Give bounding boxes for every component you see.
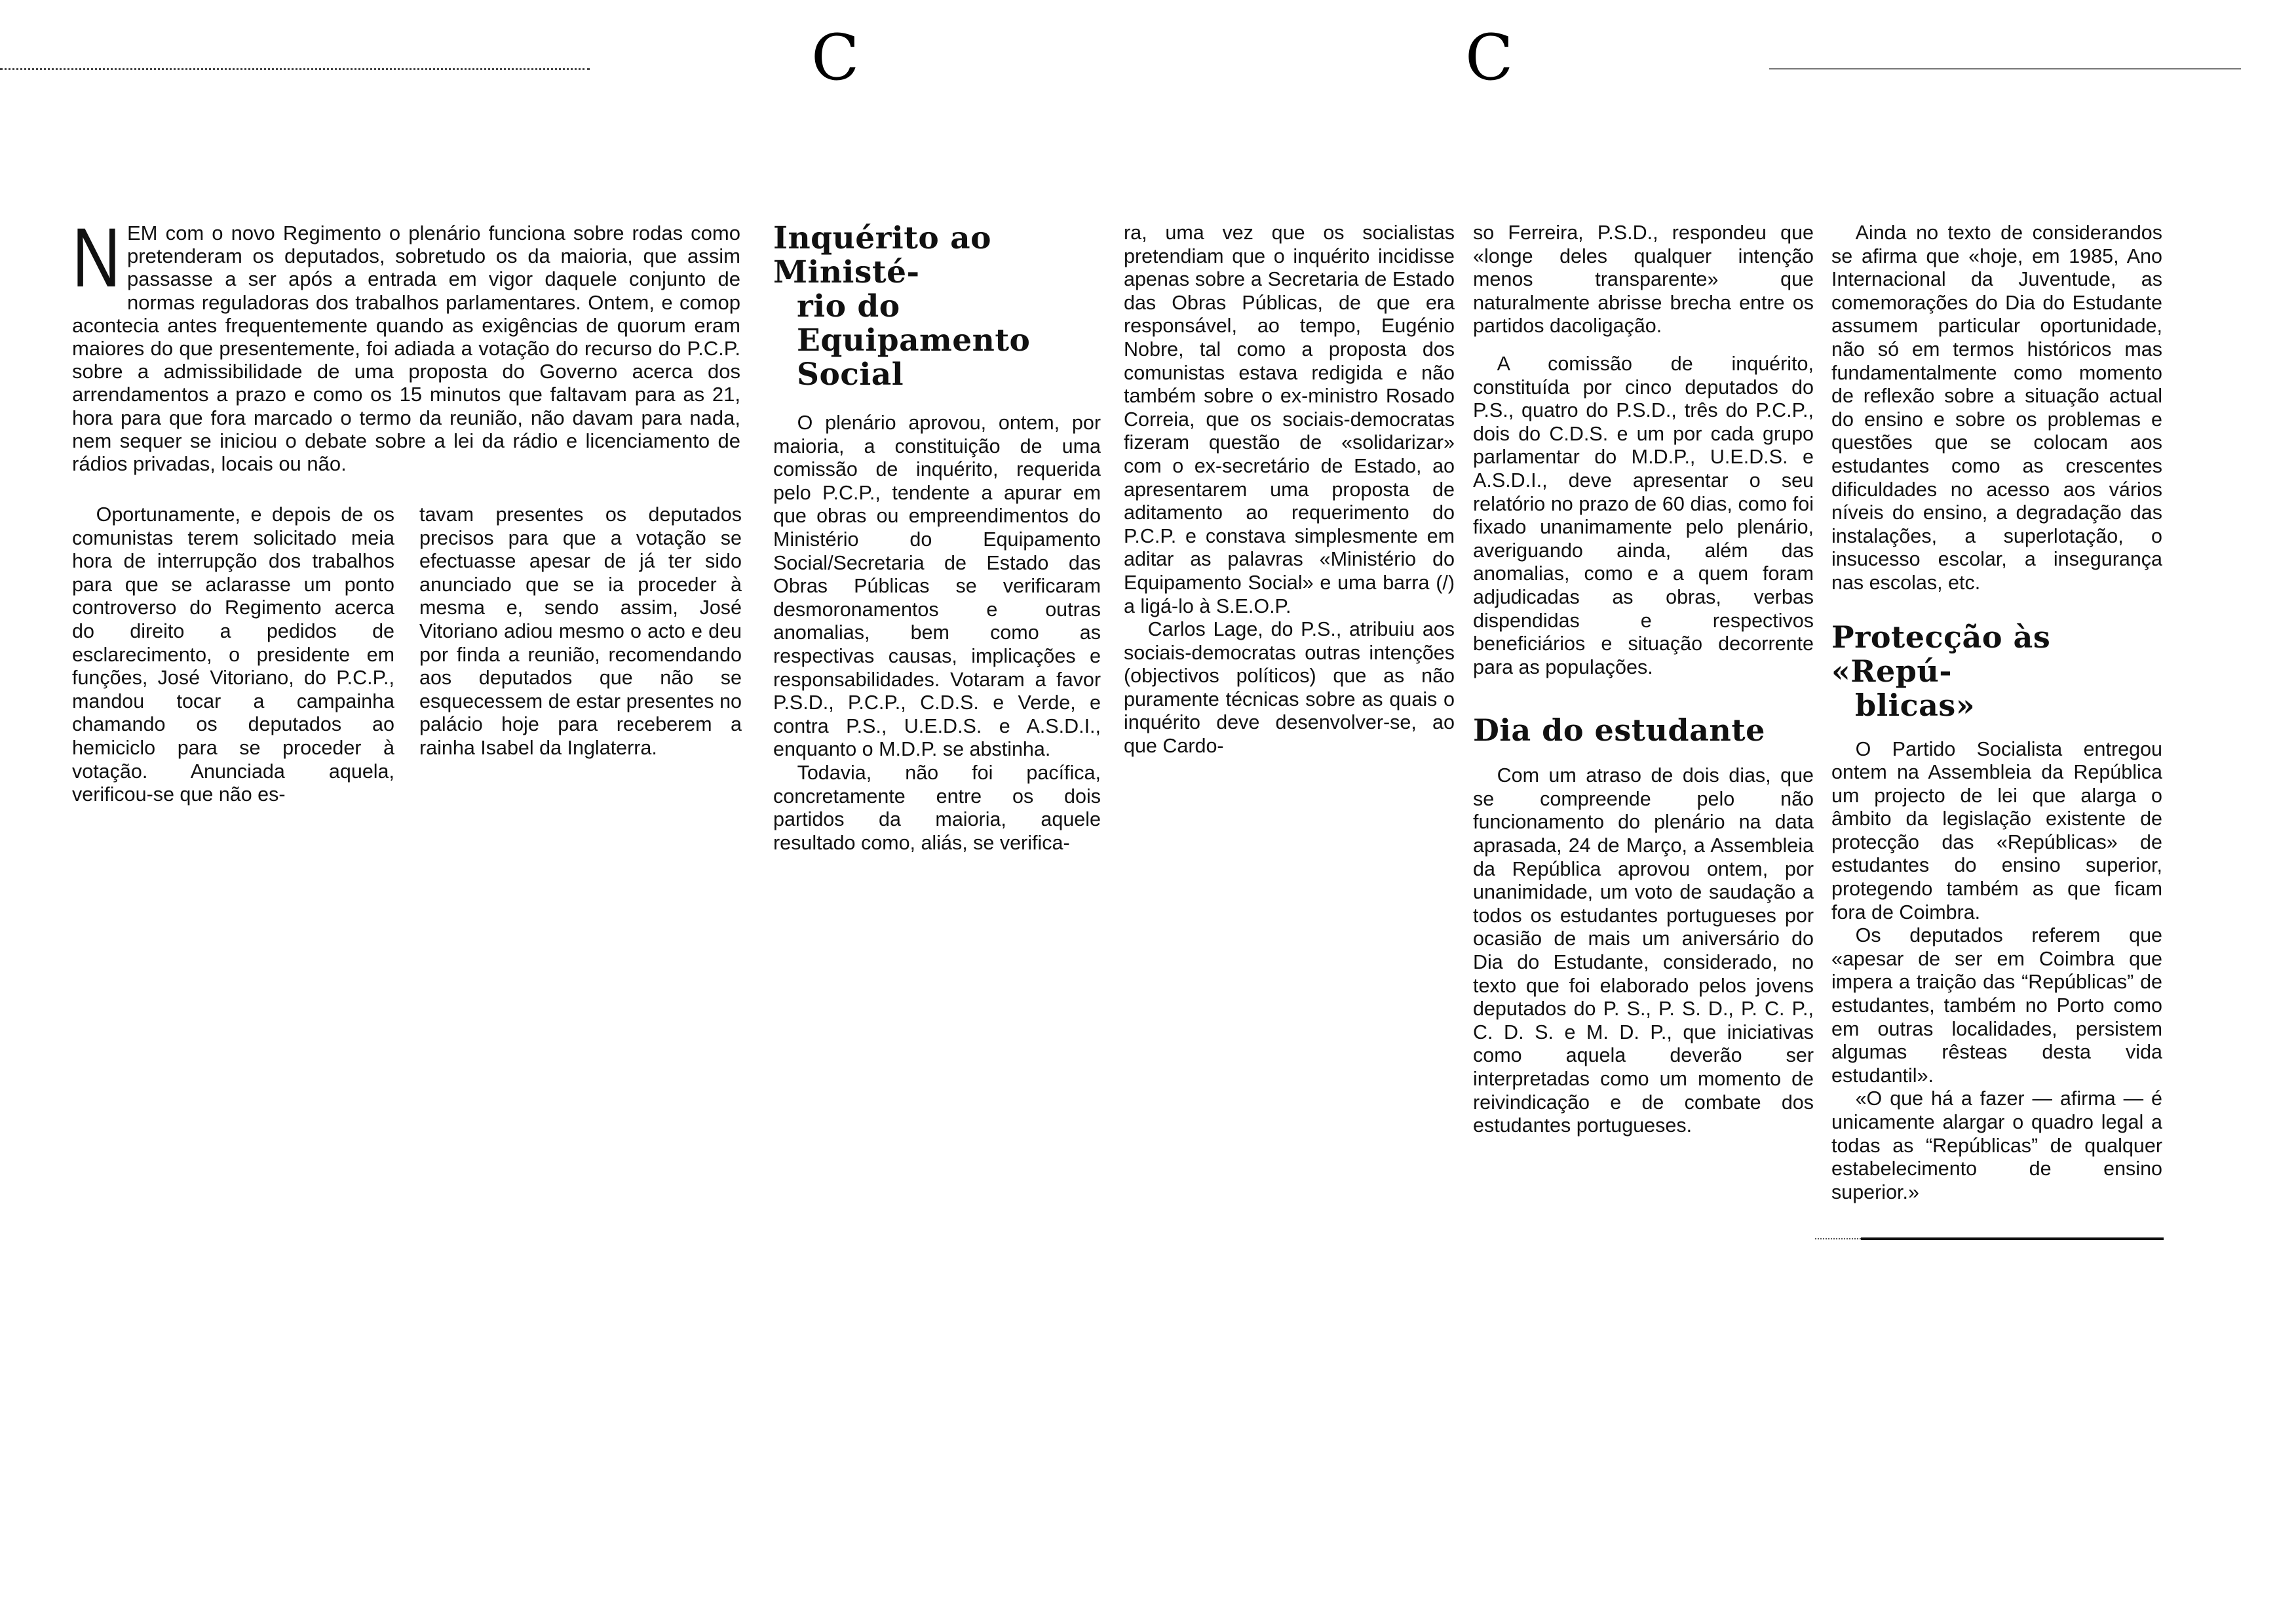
drop-cap: N	[72, 211, 121, 305]
lead-article-column-b	[419, 503, 742, 760]
inquerito-headline-line-3: Social	[797, 357, 904, 393]
inquerito-paragraph-3: ra, uma vez que os socialistas pretendiam que o inquérito incidisse apenas sobre a Secretaria de Estado das Obras Públicas, de que era responsável, ao tempo, Eugénio Nobre, tal como a proposta dos comunistas estava redigida e não também sobre o ex-ministro Rosado Correia, que os sociais-democratas fizeram questão de «solidarizar» com o ex-secretário de Estado, ao apresentarem uma proposta de aditamento ao requerimento do P.C.P. e constava simplesmente em aditar as palavras «Ministério do Equipamento Social» e uma barra (/) a ligá-lo à S.E.O.P.	[1124, 222, 1455, 617]
inquerito-headline-line-2: rio do Equipamento	[797, 288, 1031, 359]
inquerito-paragraph-4: Carlos Lage, do P.S., atribuiu aos sociais-democratas outras intenções (objectivos políticos) que as não puramente técnicas sobre as quais o inquérito deve desenvolver-se, ao que Cardo-	[1124, 618, 1455, 758]
republicas-paragraph-3: «O que há a fazer — afirma — é unicamente alargar o quadro legal a todas as “Repúblicas” de qualquer estabelecimento de ensino superior.»	[1831, 1087, 2162, 1203]
lead-article-intro	[72, 211, 740, 476]
republicas-headline-line-2: blicas»	[1855, 687, 1976, 723]
dia-estudante-paragraph-2: Ainda no texto de considerandos se afirma que «hoje, em 1985, Ano Internacional da Juventude, as comemorações do Dia do Estudante assumem particular oportunidade, não só em termos históricos mas fundamentalmente como momento de reflexão sobre a situação actual do ensino e sobre os problemas e questões que se colocam aos estudantes como as crescentes dificuldades no acesso aos vários níveis do ensino, a degradação das instalações, a superlotação, o insucesso escolar, a insegurança nas escolas, etc.	[1831, 222, 2162, 594]
bottom-end-rule	[1861, 1237, 2164, 1240]
dia-estudante-headline: Dia do estudante	[1473, 712, 1765, 749]
lead-intro-text: EM com o novo Regimento o plenário funciona sobre rodas como pretenderam os deputados, sobretudo os da maioria, que assim passasse a ser após a entrada em vigor daquele conjunto de normas reguladoras dos trabalhos parlamentares. Ontem, e comop acontecia antes frequentemente quando as exigências de quorum eram maiores do que presentemente, foi adiada a votação do recurso do P.C.P. sobre a admissibilidade de uma proposta do Governo acerca dos arrendamentos a prazo e como os 15 minutos que faltavam para as 21, hora para que fora marcado o termo da reunião, não davam para nada, nem sequer se iniciou o debate sobre a lei da rádio e licenciamento de rádios privadas, locais ou não.	[72, 222, 740, 476]
lead-col-a-paragraph: Oportunamente, e depois de os comunistas terem solicitado meia hora de interrupção dos trabalhos para que se aclarasse um ponto controverso do Regimento acerca do direito a pedidos de esclarecimento, o presidente em funções, José Vitoriano, do P.C.P., mandou tocar a campainha chamando os deputados ao hemiciclo para se proceder à votação. Anunciada aquela, verificou-se que não es-	[72, 503, 394, 806]
lead-article-column-a	[72, 503, 394, 807]
republicas-column	[1831, 222, 2162, 1204]
inquerito-paragraph-5: so Ferreira, P.S.D., respondeu que «longe deles qualquer intenção menos transparente» que naturalmente abrisse brecha entre os partidos dacoligação.	[1473, 222, 1814, 338]
inquerito-column-2	[1124, 222, 1455, 758]
republicas-paragraph-2: Os deputados referem que «apesar de ser em Coimbra que impera a traição das “Repúblicas” de estudantes, também no Porto como em outras localidades, persistem algumas rêsteas desta vida estudantil».	[1831, 924, 2162, 1087]
inquerito-headline-line-1: Inquérito ao Ministé-	[773, 220, 991, 290]
inquerito-paragraph-1: O plenário aprovou, ontem, por maioria, a constituição de uma comissão de inquérito, requerida pelo P.C.P., tendente a apurar em que obras ou empreendimentos do Ministério do Equipamento Social/Secretaria de Estado das Obras Públicas se verificaram desmoronamentos e outras anomalias, bem como as respectivas causas, implicações e responsabilidades. Votaram a favor P.S.D., P.C.P., C.D.S. e Verde, e contra P.S., U.E.D.S. e A.S.D.I., enquanto o M.D.P. se abstinha.	[773, 412, 1101, 761]
inquerito-paragraph-2: Todavia, não foi pacífica, concretamente entre os dois partidos da maioria, aquele resultado como, aliás, se verifica-	[773, 761, 1101, 854]
inquerito-headline	[773, 222, 1101, 392]
crop-mark-right: C	[1465, 21, 1514, 94]
crop-mark-left: C	[811, 21, 860, 94]
inquerito-column-1	[773, 222, 1101, 855]
dia-estudante-paragraph-1: Com um atraso de dois dias, que se compreende pelo não funcionamento do plenário na data aprasada, 24 de Março, a Assembleia da República aprovou ontem, por unanimidade, um voto de saudação a todos os estudantes portugueses por ocasião de mais um aniversário do Dia do Estudante, considerado, no texto que foi elaborado pelos jovens deputados do P. S., P. S. D., P. C. P., C. D. S. e M. D. P., que iniciativas como aquela deverão ser interpretadas como um momento de reivindicação e de combate dos estudantes portugueses.	[1473, 764, 1814, 1137]
lead-intro-paragraph	[72, 211, 740, 476]
inquerito-column-3	[1473, 222, 1814, 1138]
bottom-dotted-rule	[1815, 1238, 1861, 1239]
top-left-dotted-rule	[0, 68, 590, 70]
top-right-rule	[1769, 68, 2241, 69]
republicas-headline	[1831, 620, 2162, 722]
republicas-paragraph-1: O Partido Socialista entregou ontem na Assembleia da República um projecto de lei que alarga o âmbito da legislação existente de protecção das «Repúblicas» de estudantes do ensino superior, protegendo também as que ficam fora de Coimbra.	[1831, 737, 2162, 924]
lead-col-b-paragraph: tavam presentes os deputados precisos para que a votação se efectuasse apesar de já ter sido anunciado que se ia proceder à mesma e, sendo assim, José Vitoriano adiou mesmo o acto e deu por finda a reunião, recomendando aos deputados que não se esquecessem de estar presentes no palácio hoje para receberem a rainha Isabel da Inglaterra.	[419, 503, 742, 759]
inquerito-paragraph-6: A comissão de inquérito, constituída por cinco deputados do P.S., quatro do P.S.D., três do P.C.P., dois do C.D.S. e um por cada grupo parlamentar do M.D.P., U.E.D.S. e A.S.D.I., deve apresentar o seu relatório no prazo de 60 dias, como foi fixado unanimamente pelo plenário, averiguando ainda, além das anomalias, como e a quem foram adjudicadas as obras, verbas dispendidas e respectivos beneficiários e situação decorrente para as populações.	[1473, 352, 1814, 678]
republicas-headline-line-1: Protecção às «Repú-	[1831, 619, 2051, 689]
